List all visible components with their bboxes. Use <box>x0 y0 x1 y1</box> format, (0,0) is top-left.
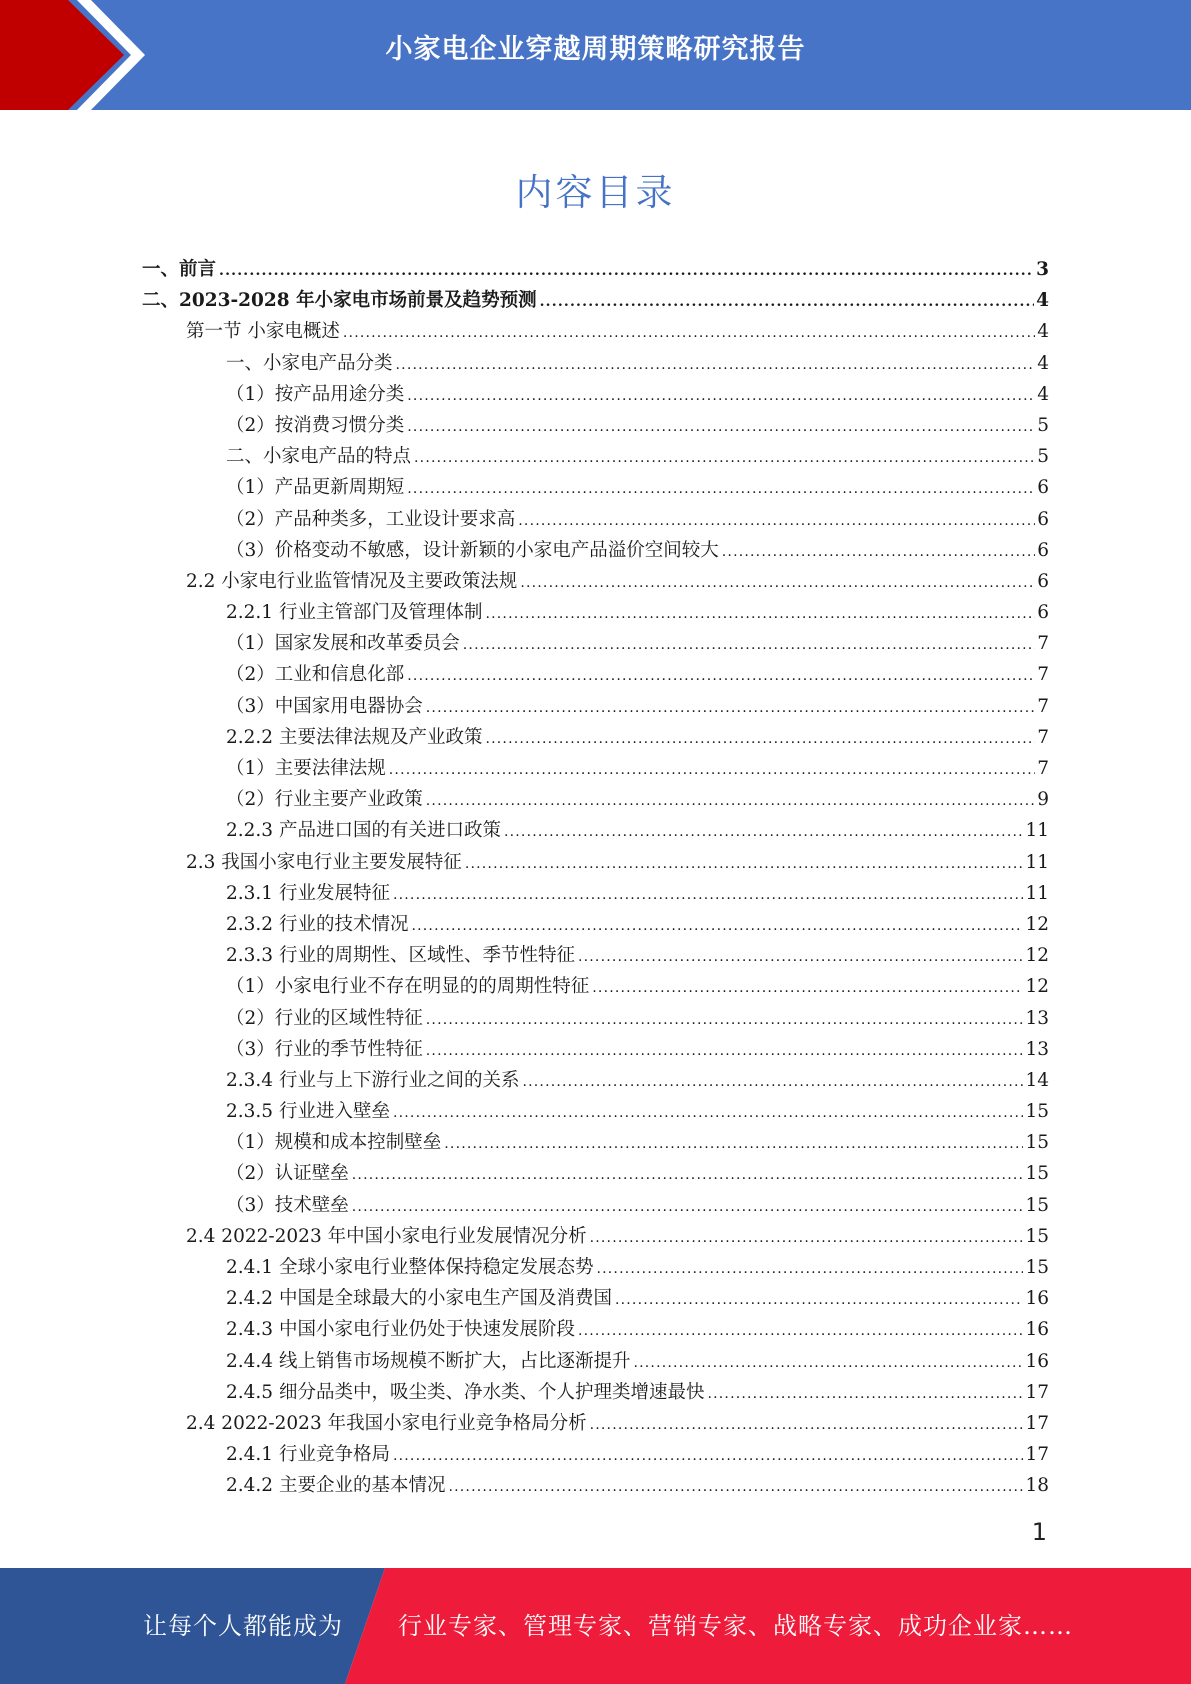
toc-dot-leader <box>485 599 1035 630</box>
toc-entry-page: 3 <box>1036 259 1049 280</box>
toc-entry-page: 12 <box>1025 976 1049 998</box>
toc-entry-title: 2.4.2 中国是全球最大的小家电生产国及消费国 <box>226 1288 612 1310</box>
toc-entry-page: 7 <box>1037 664 1049 686</box>
toc-entry-title: （2）产品种类多，工业设计要求高 <box>226 508 516 530</box>
toc-dot-leader <box>414 443 1035 474</box>
toc-dot-leader <box>352 1192 1024 1223</box>
toc-entry-page: 4 <box>1037 352 1049 374</box>
toc-entry-page: 6 <box>1037 570 1049 592</box>
toc-entry-page: 17 <box>1025 1444 1049 1466</box>
toc-entry-title: （1）主要法律法规 <box>226 758 386 779</box>
toc-entry-page: 6 <box>1037 539 1049 561</box>
toc-entry-title: 2.2.2 主要法律法规及产业政策 <box>226 726 483 748</box>
toc-entry[interactable] <box>142 1283 1049 1314</box>
toc-dot-leader <box>540 287 1035 318</box>
toc-dot-leader <box>578 942 1023 973</box>
toc-dot-leader <box>448 1472 1023 1503</box>
toc-entry-title: 2.4 2022-2023 年中国小家电行业发展情况分析 <box>186 1225 587 1247</box>
toc-entry-page: 15 <box>1025 1257 1049 1278</box>
toc-entry-title: 2.2.3 产品进口国的有关进口政策 <box>226 820 501 842</box>
toc-entry-page: 16 <box>1025 1350 1049 1372</box>
toc-entry[interactable] <box>142 1158 1049 1189</box>
toc-dot-leader <box>707 1379 1023 1410</box>
toc-entry[interactable] <box>142 566 1049 597</box>
toc-entry-page: 15 <box>1025 1101 1049 1123</box>
footer-slogan-right: 行业专家、管理专家、营销专家、战略专家、成功企业家…… <box>398 1612 1073 1640</box>
toc-entry[interactable] <box>142 753 1049 784</box>
footer-slogan-left: 让每个人都能成为 <box>143 1612 343 1640</box>
toc-entry-title: （1）小家电行业不存在明显的的周期性特征 <box>226 976 590 998</box>
toc-dot-leader <box>407 381 1035 412</box>
toc-heading: 内容目录 <box>515 171 676 214</box>
toc-entry-page: 9 <box>1037 789 1049 811</box>
toc-entry-page: 7 <box>1037 633 1049 655</box>
toc-entry-page: 4 <box>1036 290 1049 312</box>
toc-entry-title: 2.3.2 行业的技术情况 <box>226 913 409 935</box>
toc-entry-title: （2）工业和信息化部 <box>226 664 405 686</box>
toc-entry[interactable] <box>142 1470 1049 1501</box>
toc-dot-leader <box>389 755 1035 786</box>
toc-entry[interactable] <box>142 847 1049 878</box>
toc-entry[interactable] <box>142 504 1049 535</box>
toc-entry[interactable] <box>142 971 1049 1002</box>
toc-entry[interactable] <box>142 597 1049 628</box>
toc-entry-page: 7 <box>1037 695 1049 717</box>
toc-dot-leader <box>463 630 1035 661</box>
toc-entry-title: （1）产品更新周期短 <box>226 477 405 499</box>
toc-entry[interactable] <box>142 1439 1049 1470</box>
toc-entry-title: 2.4.3 中国小家电行业仍处于快速发展阶段 <box>226 1319 575 1341</box>
footer-band <box>0 1568 1191 1684</box>
toc-entry[interactable] <box>142 285 1049 316</box>
toc-entry-title: 2.3.5 行业进入壁垒 <box>226 1101 390 1123</box>
toc-entry-page: 17 <box>1025 1412 1049 1434</box>
toc-entry-page: 13 <box>1025 1007 1049 1029</box>
toc-entry[interactable] <box>142 1314 1049 1345</box>
toc-dot-leader <box>352 1160 1024 1191</box>
toc-entry-page: 12 <box>1025 913 1049 935</box>
toc-entry[interactable] <box>142 1377 1049 1408</box>
toc-entry-page: 7 <box>1037 726 1049 748</box>
toc-entry-title: 2.3.3 行业的周期性、区域性、季节性特征 <box>226 945 575 967</box>
toc-entry[interactable] <box>142 691 1049 722</box>
toc-entry-page: 15 <box>1025 1163 1049 1185</box>
toc-entry-title: （3）中国家用电器协会 <box>226 695 423 717</box>
toc-entry-page: 17 <box>1025 1381 1049 1403</box>
toc-entry-title: 一、前言 <box>142 259 217 280</box>
toc-dot-leader <box>411 911 1023 942</box>
toc-entry[interactable] <box>142 1127 1049 1158</box>
toc-dot-leader <box>343 318 1035 349</box>
toc-entry[interactable] <box>142 348 1049 379</box>
toc-entry[interactable] <box>142 628 1049 659</box>
toc-dot-leader <box>592 973 1023 1004</box>
toc-entry[interactable] <box>142 659 1049 690</box>
toc-entry[interactable] <box>142 940 1049 971</box>
toc-entry[interactable] <box>142 1065 1049 1096</box>
toc-entry-title: （1）按产品用途分类 <box>226 383 405 405</box>
toc-dot-leader <box>396 350 1036 381</box>
toc-entry-title: 2.2 小家电行业监管情况及主要政策法规 <box>186 570 518 592</box>
toc-entry[interactable] <box>142 1034 1049 1065</box>
toc-entry-title: 2.2.1 行业主管部门及管理体制 <box>226 602 483 624</box>
toc-entry[interactable] <box>142 722 1049 753</box>
toc-entry[interactable] <box>142 254 1049 285</box>
toc-entry-page: 12 <box>1025 945 1049 967</box>
toc-entry-title: 2.4.1 行业竞争格局 <box>226 1444 390 1466</box>
toc-dot-leader <box>426 1036 1024 1067</box>
toc-dot-leader <box>407 661 1035 692</box>
toc-dot-leader <box>465 849 1024 880</box>
toc-dot-leader <box>407 474 1035 505</box>
toc-entry-title: 2.3.4 行业与上下游行业之间的关系 <box>226 1069 520 1091</box>
toc-entry-title: 2.4.2 主要企业的基本情况 <box>226 1475 446 1497</box>
toc-entry[interactable] <box>142 1346 1049 1377</box>
toc-entry[interactable] <box>142 1003 1049 1034</box>
toc-dot-leader <box>633 1348 1023 1379</box>
toc-entry[interactable] <box>142 815 1049 846</box>
toc-entry-page: 16 <box>1025 1319 1049 1341</box>
toc-entry-title: 二、2023-2028 年小家电市场前景及趋势预测 <box>142 290 537 312</box>
toc-entry[interactable] <box>142 878 1049 909</box>
toc-entry-title: （3）行业的季节性特征 <box>226 1038 423 1060</box>
toc-entry[interactable] <box>142 1221 1049 1252</box>
toc-entry-page: 5 <box>1037 446 1049 468</box>
toc-entry-page: 4 <box>1037 321 1049 343</box>
toc-entry-title: 一、小家电产品分类 <box>226 352 393 374</box>
toc-entry-page: 15 <box>1025 1194 1049 1216</box>
toc-entry-page: 18 <box>1025 1475 1049 1497</box>
toc-entry-page: 15 <box>1025 1132 1049 1154</box>
toc-entry-title: 2.3.1 行业发展特征 <box>226 882 390 904</box>
toc-dot-leader <box>522 1067 1023 1098</box>
toc-dot-leader <box>393 1098 1023 1129</box>
toc-dot-leader <box>590 1223 1024 1254</box>
toc-entry[interactable] <box>142 1190 1049 1221</box>
toc-dot-leader <box>426 1005 1024 1036</box>
toc-entry-page: 4 <box>1037 383 1049 405</box>
toc-entry-title: 2.4.1 全球小家电行业整体保持稳定发展态势 <box>226 1257 594 1278</box>
toc-entry-title: 2.4.5 细分品类中，吸尘类、净水类、个人护理类增速最快 <box>226 1381 705 1403</box>
toc-entry-title: （2）行业的区域性特征 <box>226 1007 423 1029</box>
toc-entry-title: （2）行业主要产业政策 <box>226 789 423 811</box>
toc-dot-leader <box>520 568 1035 599</box>
toc-entry-page: 15 <box>1025 1225 1049 1247</box>
toc-entry-title: 第一节 小家电概述 <box>186 321 340 343</box>
report-title: 小家电企业穿越周期策略研究报告 <box>385 34 806 65</box>
toc-entry-title: （3）技术壁垒 <box>226 1194 349 1216</box>
toc-entry[interactable] <box>142 1096 1049 1127</box>
toc-entry-title: （2）按消费习惯分类 <box>226 414 405 436</box>
toc-dot-leader <box>590 1410 1024 1441</box>
toc-dot-leader <box>393 1441 1023 1472</box>
toc-entry[interactable] <box>142 909 1049 940</box>
toc-dot-leader <box>426 693 1035 724</box>
toc-entry[interactable] <box>142 1408 1049 1439</box>
toc-entry-page: 11 <box>1025 851 1049 873</box>
toc-entry[interactable] <box>142 472 1049 503</box>
toc-dot-leader <box>407 412 1035 443</box>
toc-entry[interactable] <box>142 441 1049 472</box>
toc-entry-title: 2.4 2022-2023 年我国小家电行业竞争格局分析 <box>186 1412 587 1434</box>
toc-entry-title: （2）认证壁垒 <box>226 1163 349 1185</box>
page-number: 1 <box>1031 1518 1047 1546</box>
toc-entry[interactable] <box>142 535 1049 566</box>
toc-entry-page: 6 <box>1037 602 1049 624</box>
toc-entry-title: （1）规模和成本控制壁垒 <box>226 1132 442 1154</box>
toc-entry[interactable] <box>142 316 1049 347</box>
toc-entry[interactable] <box>142 410 1049 441</box>
toc-entry-page: 14 <box>1025 1069 1049 1091</box>
toc-entry-title: 2.3 我国小家电行业主要发展特征 <box>186 851 462 873</box>
toc-dot-leader <box>426 786 1035 817</box>
toc-entry[interactable] <box>142 784 1049 815</box>
toc-entry[interactable] <box>142 1252 1049 1283</box>
toc-dot-leader <box>518 506 1035 537</box>
toc-entry-page: 5 <box>1037 414 1049 436</box>
toc-entry-page: 7 <box>1037 758 1049 779</box>
toc-dot-leader <box>393 880 1023 911</box>
toc-dot-leader <box>578 1316 1023 1347</box>
toc-entry-title: 二、小家电产品的特点 <box>226 446 412 468</box>
toc-entry[interactable] <box>142 379 1049 410</box>
toc-dot-leader <box>444 1129 1023 1160</box>
toc-entry-page: 11 <box>1025 820 1049 842</box>
toc-entry-page: 6 <box>1037 508 1049 530</box>
table-of-contents <box>142 254 1049 1502</box>
toc-entry-title: （1）国家发展和改革委员会 <box>226 633 460 655</box>
toc-entry-page: 6 <box>1037 477 1049 499</box>
toc-entry-page: 13 <box>1025 1038 1049 1060</box>
toc-dot-leader <box>485 724 1035 755</box>
toc-entry-page: 16 <box>1025 1288 1049 1310</box>
toc-dot-leader <box>615 1285 1023 1316</box>
toc-dot-leader <box>504 817 1023 848</box>
toc-entry-page: 11 <box>1025 882 1049 904</box>
toc-dot-leader <box>722 537 1035 568</box>
header-band <box>0 0 1191 110</box>
toc-dot-leader <box>596 1254 1023 1285</box>
toc-entry-title: 2.4.4 线上销售市场规模不断扩大，占比逐渐提升 <box>226 1350 631 1372</box>
toc-dot-leader <box>219 256 1034 287</box>
toc-entry-title: （3）价格变动不敏感，设计新颖的小家电产品溢价空间较大 <box>226 539 719 561</box>
